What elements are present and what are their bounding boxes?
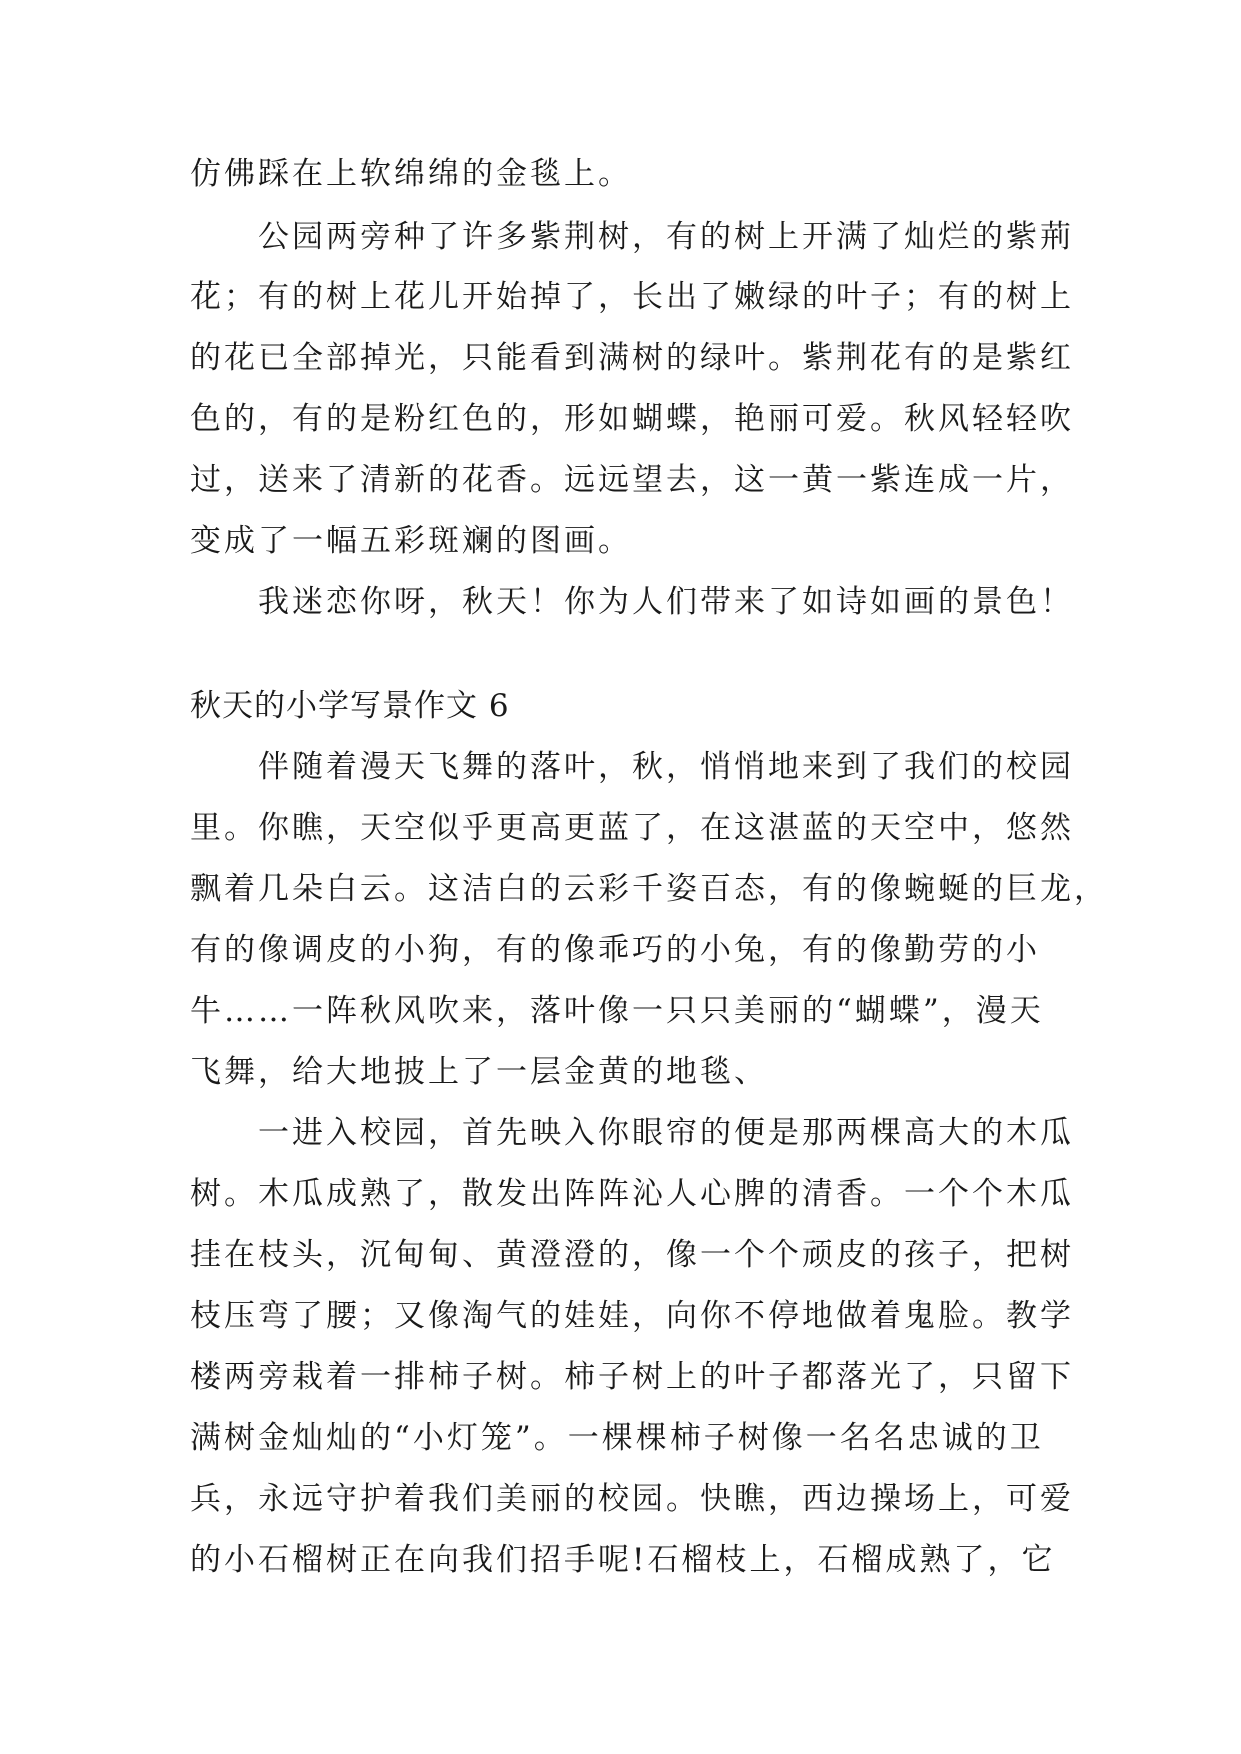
paragraph-line: 枝压弯了腰；又像淘气的娃娃，向你不停地做着鬼脸。教学 <box>190 1298 1074 1334</box>
section-heading: 秋天的小学写景作文 6 <box>190 688 510 724</box>
paragraph-line: 花；有的树上花儿开始掉了，长出了嫩绿的叶子；有的树上 <box>190 279 1074 315</box>
paragraph-line: 伴随着漫天飞舞的落叶，秋，悄悄地来到了我们的校园 <box>258 749 1074 785</box>
paragraph-line: 树。木瓜成熟了，散发出阵阵沁人心脾的清香。一个个木瓜 <box>190 1176 1074 1212</box>
paragraph-line: 满树金灿灿的“小灯笼”。一棵棵柿子树像一名名忠诚的卫 <box>190 1420 1044 1456</box>
paragraph-line: 兵，永远守护着我们美丽的校园。快瞧，西边操场上，可爱 <box>190 1481 1074 1517</box>
paragraph-line: 的小石榴树正在向我们招手呢!石榴枝上，石榴成熟了，它 <box>190 1542 1056 1578</box>
paragraph-line: 过，送来了清新的花香。远远望去，这一黄一紫连成一片， <box>190 462 1074 498</box>
paragraph-line: 楼两旁栽着一排柿子树。柿子树上的叶子都落光了，只留下 <box>190 1359 1074 1395</box>
paragraph-line: 有的像调皮的小狗，有的像乖巧的小兔，有的像勤劳的小 <box>190 932 1040 968</box>
paragraph-line: 一进入校园，首先映入你眼帘的便是那两棵高大的木瓜 <box>258 1115 1074 1151</box>
paragraph-line: 牛……一阵秋风吹来，落叶像一只只美丽的“蝴蝶”，漫天 <box>190 993 1044 1029</box>
paragraph-line: 我迷恋你呀，秋天！你为人们带来了如诗如画的景色！ <box>258 584 1074 620</box>
paragraph-line: 的花已全部掉光，只能看到满树的绿叶。紫荆花有的是紫红 <box>190 340 1074 376</box>
paragraph-line: 挂在枝头，沉甸甸、黄澄澄的，像一个个顽皮的孩子，把树 <box>190 1237 1074 1273</box>
paragraph-line: 色的，有的是粉红色的，形如蝴蝶，艳丽可爱。秋风轻轻吹 <box>190 401 1074 437</box>
paragraph-line: 仿佛踩在上软绵绵的金毯上。 <box>190 156 632 192</box>
paragraph-line: 飘着几朵白云。这洁白的云彩千姿百态，有的像蜿蜒的巨龙， <box>190 871 1108 907</box>
paragraph-line: 公园两旁种了许多紫荆树，有的树上开满了灿烂的紫荊 <box>258 219 1074 255</box>
paragraph-line: 里。你瞧，天空似乎更高更蓝了，在这湛蓝的天空中，悠然 <box>190 810 1074 846</box>
paragraph-line: 变成了一幅五彩斑斓的图画。 <box>190 523 632 559</box>
paragraph-line: 飞舞，给大地披上了一层金黄的地毯、 <box>190 1054 768 1090</box>
